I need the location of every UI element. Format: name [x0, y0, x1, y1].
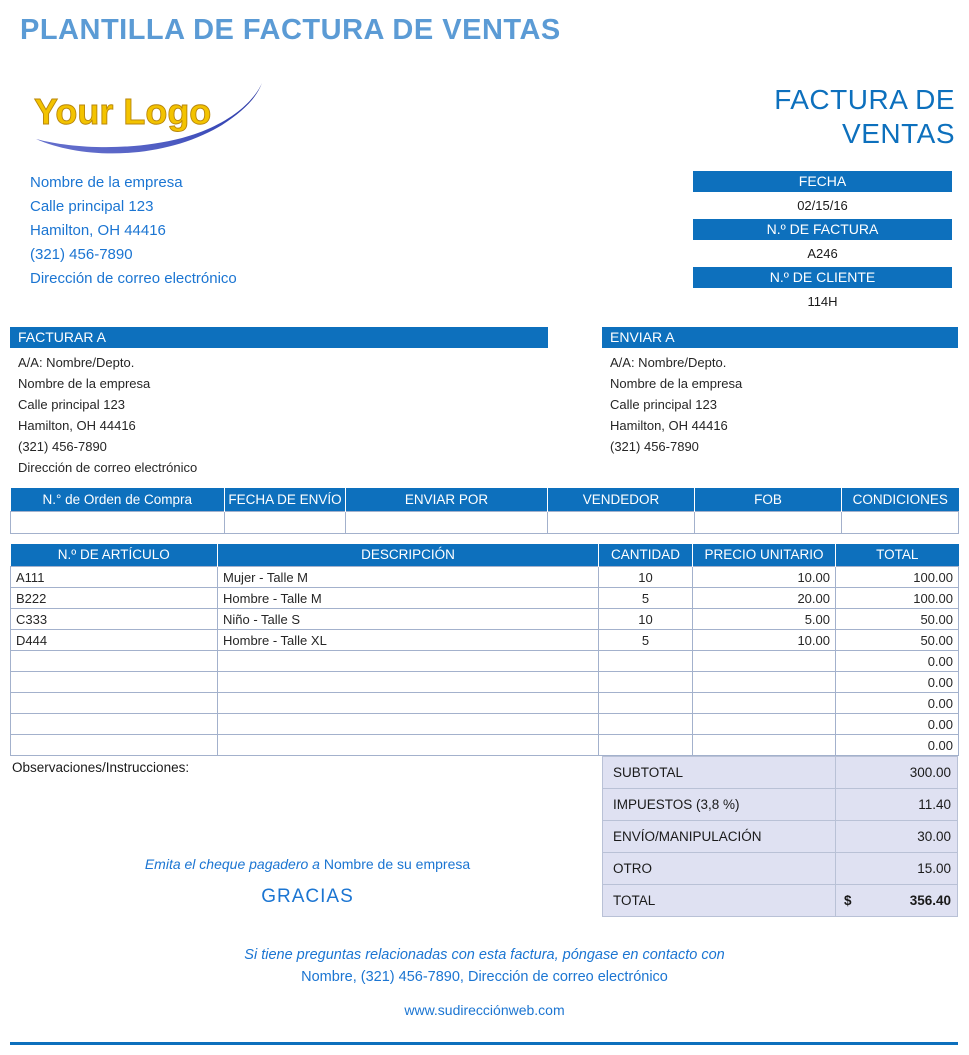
- other-label: OTRO: [613, 861, 652, 876]
- grand-total-value: [835, 885, 957, 916]
- unit-price-cell: [693, 735, 836, 756]
- quantity-cell: 5: [599, 630, 693, 651]
- order-info-table: [10, 488, 959, 534]
- unit-price-cell: [693, 693, 836, 714]
- company-name: Nombre de la empresa: [30, 174, 183, 191]
- company-phone: (321) 456-7890: [30, 246, 133, 263]
- item-row: [11, 567, 959, 588]
- tax-row: [602, 788, 958, 820]
- item-number-cell: A111: [11, 567, 218, 588]
- line-items-table: [10, 544, 959, 757]
- grand-total-label: TOTAL: [613, 893, 656, 908]
- line-total-cell: 50.00: [836, 609, 959, 630]
- payment-note: [10, 856, 605, 872]
- quantity-cell: [599, 714, 693, 735]
- company-info: [30, 171, 237, 315]
- item-number-cell: [11, 735, 218, 756]
- grand-total-row: [602, 884, 958, 916]
- description-cell: [218, 714, 599, 735]
- description-cell: [218, 693, 599, 714]
- bill-to-company: Nombre de la empresa: [18, 376, 151, 391]
- page-title: PLANTILLA DE FACTURA DE VENTAS: [20, 14, 561, 46]
- item-number-cell: [11, 714, 218, 735]
- header-row: [26, 77, 955, 161]
- footer-contact-line2: Nombre, (321) 456-7890, Dirección de correo electrónico: [301, 969, 668, 985]
- quantity-cell: [599, 693, 693, 714]
- subtotal-value: 300.00: [835, 757, 957, 788]
- shipping-label: ENVÍO/MANIPULACIÓN: [613, 829, 762, 844]
- totals-block: [602, 756, 958, 917]
- other-value: 15.00: [835, 853, 957, 884]
- grand-total-amount: 356.40: [909, 893, 951, 908]
- ship-date-header: FECHA DE ENVÍO: [225, 488, 346, 511]
- document-title-line2: VENTAS: [842, 118, 955, 149]
- ship-via-header: ENVIAR POR: [346, 488, 548, 511]
- description-cell: Mujer - Talle M: [218, 567, 599, 588]
- unit-price-cell: 10.00: [693, 630, 836, 651]
- quantity-cell: 5: [599, 588, 693, 609]
- line-total-cell: 50.00: [836, 630, 959, 651]
- salesperson-cell: [548, 511, 695, 533]
- items-header-row: [11, 544, 959, 567]
- order-number-cell: [11, 511, 225, 533]
- bill-to-attn: A/A: Nombre/Depto.: [18, 355, 135, 370]
- company-logo: [26, 77, 276, 161]
- description-cell: [218, 672, 599, 693]
- footer-contact-line1: Si tiene preguntas relacionadas con esta factura, póngase en contacto con: [244, 947, 725, 963]
- item-number-cell: D444: [11, 630, 218, 651]
- ship-to-address: [602, 352, 958, 457]
- billing-shipping-row: [10, 327, 958, 478]
- unit-price-cell: [693, 714, 836, 735]
- bill-to-section: [10, 327, 548, 478]
- salesperson-header: VENDEDOR: [548, 488, 695, 511]
- bill-to-street: Calle principal 123: [18, 397, 125, 412]
- line-total-cell: 100.00: [836, 588, 959, 609]
- item-number-cell: [11, 693, 218, 714]
- quantity-cell: 10: [599, 567, 693, 588]
- unit-price-cell: 10.00: [693, 567, 836, 588]
- ship-to-section: [602, 327, 958, 478]
- tax-value: 11.40: [835, 789, 957, 820]
- quantity-cell: [599, 651, 693, 672]
- footer: [0, 944, 969, 1018]
- quantity-header: CANTIDAD: [599, 544, 693, 567]
- unit-price-cell: 5.00: [693, 609, 836, 630]
- invoice-number-value: A246: [807, 246, 838, 261]
- ship-to-company: Nombre de la empresa: [610, 376, 743, 391]
- ship-to-city: Hamilton, OH 44416: [610, 418, 728, 433]
- order-number-header: N.° de Orden de Compra: [11, 488, 225, 511]
- document-title-line1: FACTURA DE: [774, 84, 955, 115]
- company-and-meta-row: [30, 171, 952, 315]
- bill-to-city: Hamilton, OH 44416: [18, 418, 136, 433]
- footer-website-link[interactable]: www.sudirecciónweb.com: [404, 1002, 565, 1018]
- quantity-cell: 10: [599, 609, 693, 630]
- item-number-cell: [11, 651, 218, 672]
- quantity-cell: [599, 672, 693, 693]
- empty-item-row: [11, 735, 959, 756]
- shipping-row: [602, 820, 958, 852]
- fob-cell: [695, 511, 842, 533]
- other-row: [602, 852, 958, 884]
- description-header: DESCRIPCIÓN: [218, 544, 599, 567]
- company-city: Hamilton, OH 44416: [30, 222, 166, 239]
- document-title: [774, 83, 955, 151]
- ship-via-cell: [346, 511, 548, 533]
- description-cell: [218, 651, 599, 672]
- unit-price-cell: [693, 651, 836, 672]
- line-total-cell: 0.00: [836, 651, 959, 672]
- ship-to-street: Calle principal 123: [610, 397, 717, 412]
- logo-graphic: [26, 77, 276, 161]
- customer-number-label: N.º DE CLIENTE: [693, 267, 952, 288]
- subtotal-label: SUBTOTAL: [613, 765, 684, 780]
- payable-to-name: Nombre de su empresa: [319, 856, 471, 872]
- bottom-divider: [10, 1042, 958, 1045]
- terms-cell: [842, 511, 959, 533]
- description-cell: Hombre - Talle XL: [218, 630, 599, 651]
- line-total-cell: 0.00: [836, 714, 959, 735]
- empty-item-row: [11, 672, 959, 693]
- item-number-cell: C333: [11, 609, 218, 630]
- company-street: Calle principal 123: [30, 198, 154, 215]
- description-cell: Hombre - Talle M: [218, 588, 599, 609]
- item-number-cell: B222: [11, 588, 218, 609]
- order-info-input-row: [11, 511, 959, 533]
- item-number-header: N.º DE ARTÍCULO: [11, 544, 218, 567]
- unit-price-cell: [693, 672, 836, 693]
- line-total-cell: 0.00: [836, 672, 959, 693]
- unit-price-cell: 20.00: [693, 588, 836, 609]
- item-number-cell: [11, 672, 218, 693]
- description-cell: Niño - Talle S: [218, 609, 599, 630]
- ship-to-header: ENVIAR A: [602, 327, 958, 348]
- date-label: FECHA: [693, 171, 952, 192]
- terms-header: CONDICIONES: [842, 488, 959, 511]
- payment-note-italic: Emita el cheque pagadero a: [144, 856, 320, 872]
- bill-to-address: [10, 352, 548, 478]
- total-header: TOTAL: [836, 544, 959, 567]
- empty-item-row: [11, 714, 959, 735]
- empty-item-row: [11, 693, 959, 714]
- date-value: 02/15/16: [797, 198, 848, 213]
- unit-price-header: PRECIO UNITARIO: [693, 544, 836, 567]
- company-email: Dirección de correo electrónico: [30, 270, 237, 287]
- currency-symbol: $: [844, 893, 852, 908]
- notes-label: Observaciones/Instrucciones:: [12, 760, 190, 775]
- bill-to-phone: (321) 456-7890: [18, 439, 107, 454]
- ship-date-cell: [225, 511, 346, 533]
- line-total-cell: 0.00: [836, 693, 959, 714]
- item-row: [11, 588, 959, 609]
- ship-to-phone: (321) 456-7890: [610, 439, 699, 454]
- notes-and-totals-section: [10, 756, 958, 920]
- tax-label: IMPUESTOS (3,8 %): [613, 797, 740, 812]
- ship-to-attn: A/A: Nombre/Depto.: [610, 355, 727, 370]
- fob-header: FOB: [695, 488, 842, 511]
- logo-text: Your Logo: [34, 91, 212, 132]
- shipping-value: 30.00: [835, 821, 957, 852]
- line-total-cell: 100.00: [836, 567, 959, 588]
- invoice-meta: [693, 171, 952, 315]
- thank-you-text: GRACIAS: [261, 886, 354, 907]
- bill-to-email: Dirección de correo electrónico: [18, 460, 198, 475]
- subtotal-row: [602, 756, 958, 788]
- bill-to-header: FACTURAR A: [10, 327, 548, 348]
- line-total-cell: 0.00: [836, 735, 959, 756]
- order-info-header-row: [11, 488, 959, 511]
- item-row: [11, 609, 959, 630]
- description-cell: [218, 735, 599, 756]
- quantity-cell: [599, 735, 693, 756]
- item-row: [11, 630, 959, 651]
- empty-item-row: [11, 651, 959, 672]
- invoice-number-label: N.º DE FACTURA: [693, 219, 952, 240]
- customer-number-value: 114H: [807, 294, 838, 309]
